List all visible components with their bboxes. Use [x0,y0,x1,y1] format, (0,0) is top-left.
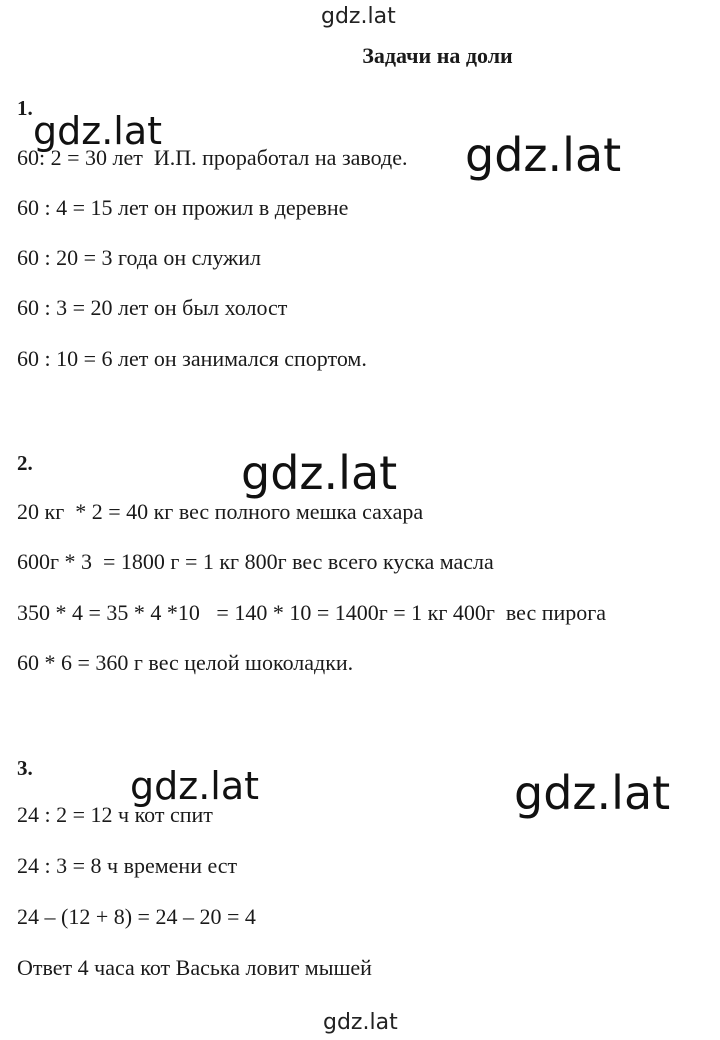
task-1-line-5: 60 : 10 = 6 лет он занимался спортом. [17,346,367,371]
page-title: Задачи на доли [362,43,513,68]
task-2-line-2: 600г * 3 = 1800 г = 1 кг 800г вес всего куска масла [17,549,494,574]
task-3-number: 3. [17,756,33,780]
task-1-line-2: 60 : 4 = 15 лет он прожил в деревне [17,195,349,220]
task-3-line-1: 24 : 2 = 12 ч кот спит [17,802,213,827]
watermark-task3-small: gdz.lat [130,764,260,808]
task-2-line-3: 350 * 4 = 35 * 4 *10 = 140 * 10 = 1400г = 1 кг 400г вес пирога [17,600,607,625]
watermark-bottom: gdz.lat [323,1010,398,1035]
watermark-task1-large: gdz.lat [465,128,622,182]
watermark-task1-small: gdz.lat [33,109,163,153]
task-1-line-3: 60 : 20 = 3 года он служил [17,245,261,270]
watermark-top: gdz.lat [321,4,396,29]
task-3-line-3: 24 – (12 + 8) = 24 – 20 = 4 [17,904,256,929]
task-3-line-2: 24 : 3 = 8 ч времени ест [17,853,238,878]
task-2-line-1: 20 кг * 2 = 40 кг вес полного мешка сахара [17,499,424,524]
task-1-line-1: 60: 2 = 30 лет И.П. проработал на заводе. [17,145,408,170]
watermark-task2: gdz.lat [241,446,398,500]
task-1-line-4: 60 : 3 = 20 лет он был холост [17,295,288,320]
task-1-number: 1. [17,96,33,120]
task-3-line-4: Ответ 4 часа кот Васька ловит мышей [17,955,372,980]
task-2-number: 2. [17,451,33,475]
watermark-task3-large: gdz.lat [514,766,671,820]
task-2-line-4: 60 * 6 = 360 г вес целой шоколадки. [17,650,354,675]
